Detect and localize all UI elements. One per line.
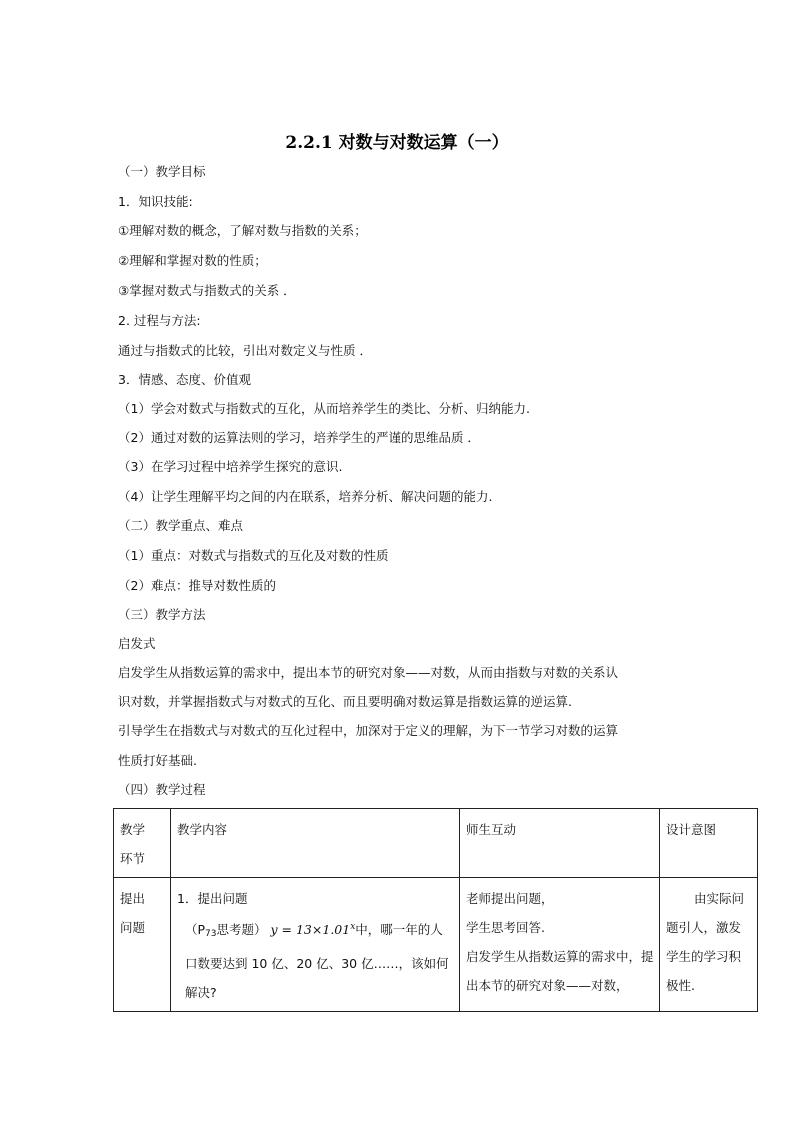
- cell-stage: [114, 878, 171, 1012]
- table-header-row: [114, 809, 758, 878]
- content-heading: 1．提出问题: [177, 891, 248, 906]
- text-line: （1）重点：对数式与指数式的互化及对数的性质: [118, 548, 389, 563]
- header-interaction: 师生互动: [460, 809, 660, 878]
- text-line: 1．知识技能:: [118, 194, 193, 209]
- text-line: （2）通过对数的运算法则的学习，培养学生的严谨的思维品质 ．: [118, 430, 480, 445]
- formula: y = 13×1.01: [270, 922, 351, 938]
- header-content: 教学内容: [171, 809, 460, 878]
- cell-content: [171, 878, 460, 1012]
- header-stage-label: 教学 环节: [120, 822, 146, 866]
- text-line: ②理解和掌握对数的性质；: [118, 253, 267, 268]
- cell-intent-text: 由实际问题引人，激发学生的学习积极性.: [666, 891, 745, 993]
- text-line: （1）学会对数式与指数式的互化，从而培养学生的类比、分析、归纳能力.: [118, 401, 530, 416]
- formula-exponent: x: [350, 922, 356, 932]
- teaching-process-table: [113, 808, 758, 1012]
- text-line: 性质打好基础.: [118, 753, 197, 768]
- content-problem: [177, 913, 454, 1007]
- content-prefix: （P: [185, 922, 206, 938]
- text-line: 2. 过程与方法:: [118, 313, 201, 328]
- content-mid: 思考题）: [216, 922, 267, 938]
- text-line: 启发式: [118, 636, 156, 651]
- header-stage: [114, 809, 171, 878]
- text-line: 3．情感、态度、价值观: [118, 372, 251, 387]
- text-line: （3）在学习过程中培养学生探究的意识.: [118, 459, 343, 474]
- section-heading-keypoints: （二）教学重点、难点: [118, 518, 244, 533]
- page-subscript: 73: [205, 929, 217, 940]
- section-heading-objectives: （一）教学目标: [118, 164, 206, 179]
- text-line: 启发学生从指数运算的需求中，提出本节的研究对象——对数，从而由指数与对数的关系认: [118, 665, 619, 680]
- cell-interaction: [460, 878, 660, 1012]
- text-line: （2）难点：推导对数性质的: [118, 578, 276, 593]
- section-heading-process: （四）教学过程: [118, 782, 206, 797]
- section-heading-methods: （三）教学方法: [118, 607, 206, 622]
- text-line: 引导学生在指数式与对数式的互化过程中，加深对于定义的理解，为下一节学习对数的运算: [118, 723, 619, 738]
- cell-stage-label: 提出 问题: [120, 891, 146, 935]
- text-line: 识对数，并掌握指数式与对数式的互化、而且要明确对数运算是指数运算的逆运算.: [118, 694, 572, 709]
- text-line: 通过与指数式的比较，引出对数定义与性质 ．: [118, 343, 372, 358]
- text-line: ①理解对数的概念，了解对数与指数的关系；: [118, 223, 367, 238]
- cell-interaction-text: 老师提出问题， 学生思考回答. 启发学生从指数运算的需求中，提出本节的研究对象——对数，: [466, 891, 654, 993]
- content-after: 中，哪一年的人口数要达到 10 亿、20 亿、30 亿……，该如何解决?: [185, 922, 449, 1001]
- header-intent: 设计意图: [660, 809, 758, 878]
- cell-intent: [660, 878, 758, 1012]
- text-line: （4）让学生理解平均之间的内在联系，培养分析、解决问题的能力.: [118, 489, 493, 504]
- page-title: 2.2.1 对数与对数运算（一）: [285, 133, 509, 153]
- text-line: ③掌握对数式与指数式的关系 ．: [118, 283, 296, 298]
- table-row: [114, 878, 758, 1012]
